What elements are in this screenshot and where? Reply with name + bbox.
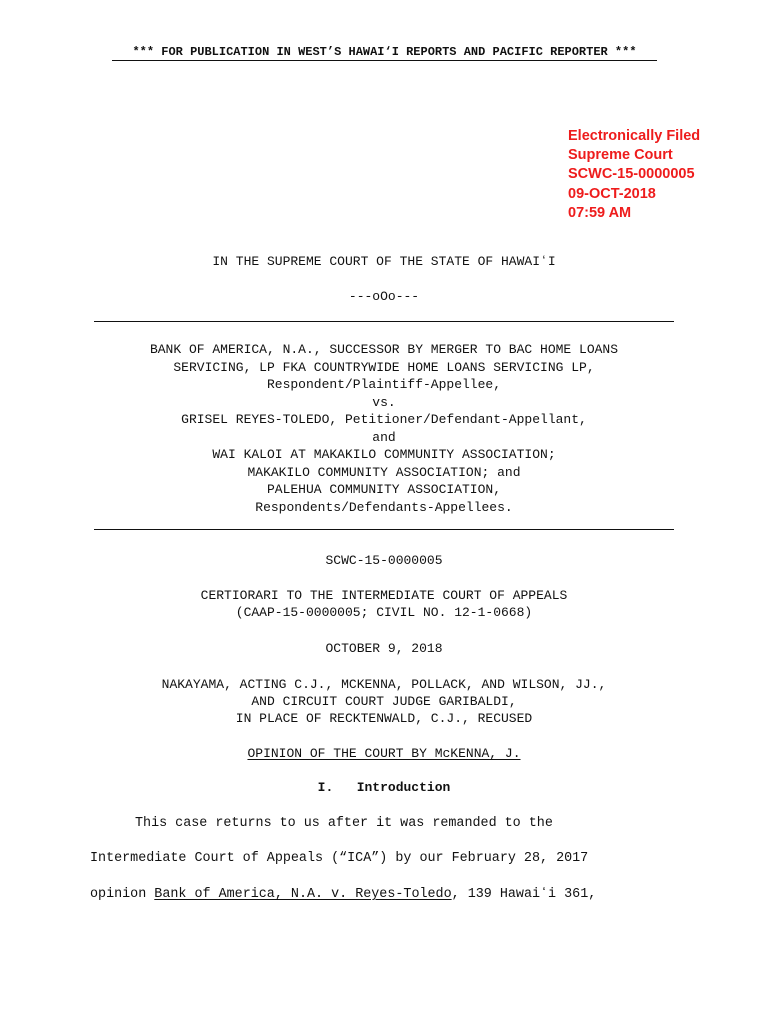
case-citation-link[interactable]: Bank of America, N.A. v. Reyes-Toledo: [154, 887, 452, 902]
section-title: Introduction: [356, 780, 451, 795]
caption-line: GRISEL REYES-TOLEDO, Petitioner/Defendant-Appellant,: [181, 412, 587, 427]
filing-stamp-case-number: SCWC-15-0000005: [568, 166, 695, 183]
caption-line: Respondent/Plaintiff-Appellee,: [266, 377, 502, 392]
caption-line: WAI KALOI AT MAKAKILO COMMUNITY ASSOCIATION;: [212, 447, 556, 462]
body-text: , 139 Hawaiʻi 361,: [451, 887, 597, 902]
ornament-divider: ---oOo---: [348, 289, 420, 304]
caption-line: vs.: [372, 394, 396, 410]
caption-line: and: [372, 429, 396, 445]
caption-line: Respondents/Defendants-Appellees.: [255, 499, 513, 515]
court-name: IN THE SUPREME COURT OF THE STATE OF HAWAIʻI: [212, 254, 556, 269]
section-number: I.: [317, 780, 334, 795]
filing-stamp-date: 09-OCT-2018: [568, 185, 656, 202]
section-heading: [94, 780, 674, 795]
body-text-line: This case returns to us after it was remanded to the: [135, 816, 553, 831]
filing-stamp: [568, 127, 700, 223]
caption-line: BANK OF AMERICA, N.A., SUCCESSOR BY MERGER TO BAC HOME LOANS: [149, 342, 619, 357]
opinion-title: OPINION OF THE COURT BY McKENNA, J.: [247, 746, 521, 761]
opinion-title-wrap: [94, 746, 674, 761]
panel-line: NAKAYAMA, ACTING C.J., MCKENNA, POLLACK, AND WILSON, JJ.,: [161, 677, 607, 692]
decision-date: OCTOBER 9, 2018: [325, 641, 443, 656]
caption-bottom-rule: [94, 529, 674, 530]
case-caption: [94, 341, 674, 516]
certiorari-line: CERTIORARI TO THE INTERMEDIATE COURT OF APPEALS: [200, 588, 568, 603]
caption-line: PALEHUA COMMUNITY ASSOCIATION,: [266, 482, 502, 497]
body-text-line: Intermediate Court of Appeals (“ICA”) by our February 28, 2017: [90, 851, 589, 866]
filing-stamp-time: 07:59 AM: [568, 204, 632, 221]
caption-line: SERVICING, LP FKA COUNTRYWIDE HOME LOANS SERVICING LP,: [173, 359, 595, 375]
panel-line: AND CIRCUIT COURT JUDGE GARIBALDI,: [251, 694, 517, 709]
certiorari-case-numbers: (CAAP-15-0000005; CIVIL NO. 12-1-0668): [235, 605, 533, 620]
panel-line: IN PLACE OF RECKTENWALD, C.J., RECUSED: [235, 711, 533, 726]
caption-line: MAKAKILO COMMUNITY ASSOCIATION; and: [247, 464, 521, 480]
body-text: opinion: [90, 887, 155, 902]
publication-banner: *** FOR PUBLICATION IN WEST’S HAWAI‘I REPORTS AND PACIFIC REPORTER ***: [112, 45, 657, 61]
case-number: SCWC-15-0000005: [325, 553, 443, 568]
filing-stamp-line: Supreme Court: [568, 147, 673, 164]
body-text-line-citation: [90, 887, 596, 902]
caption-top-rule: [94, 321, 674, 322]
filing-stamp-line: Electronically Filed: [568, 128, 701, 144]
